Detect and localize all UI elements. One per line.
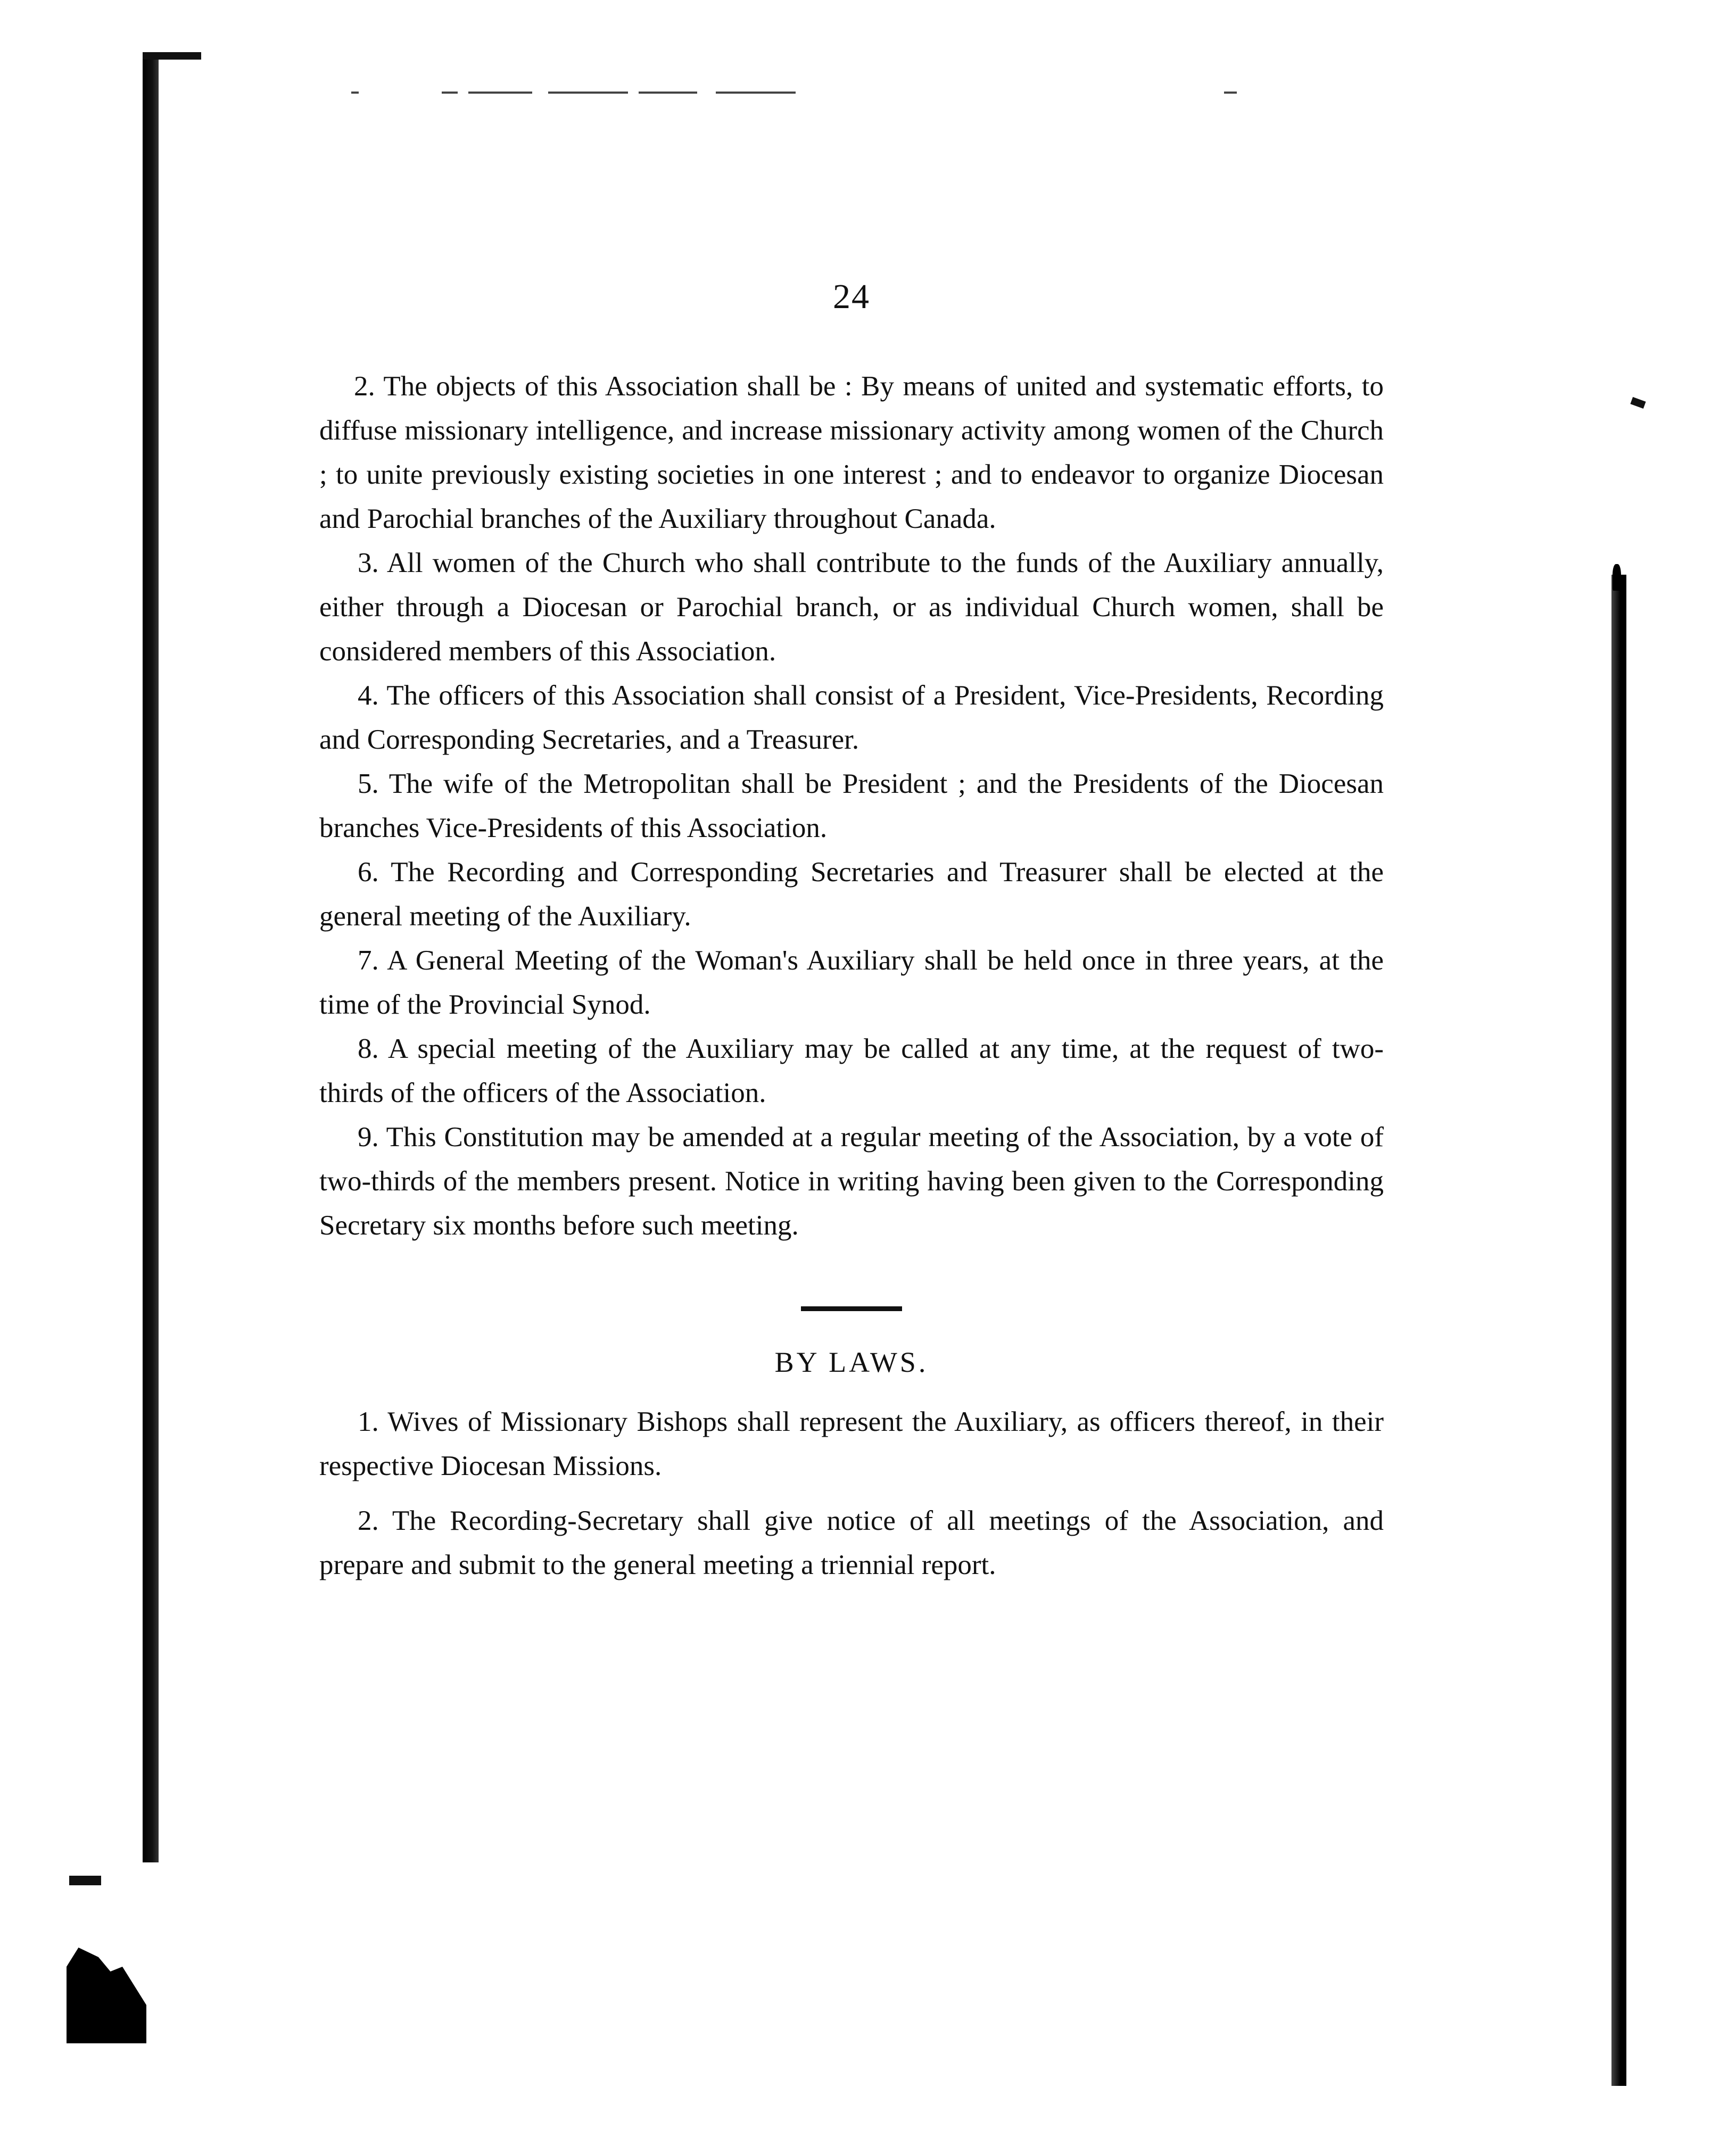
scan-edge-left <box>143 53 159 1862</box>
article-8: 8. A special meeting of the Auxiliary may be called at any time, at the request of two-thirds of the officers of the Association. <box>319 1033 1384 1108</box>
article-5: 5. The wife of the Metropolitan shall be President ; and the Presidents of the Diocesan branches Vice-Presidents of this Association. <box>319 768 1384 843</box>
article-2: 2. The objects of this Association shall be : By means of united and systematic efforts, to diffuse missionary intelligence, and increase missionary activity among women of the Church ; to unite previously existing societies in one interest ; and to endeavor to organize Diocesan and Parochial branches of the Auxiliary throughout Canada. <box>319 371 1384 534</box>
scan-mark-right <box>1613 564 1621 591</box>
document-body <box>319 364 1384 1598</box>
bylaw-1: 1. Wives of Missionary Bishops shall represent the Auxiliary, as officers thereof, in their respective Diocesan Missions. <box>319 1406 1384 1481</box>
page-number: 24 <box>833 277 870 316</box>
article-9: 9. This Constitution may be amended at a regular meeting of the Association, by a vote of two-thirds of the members present. Notice in writing having been given to the Corresponding Secretary six months before such meeting. <box>319 1122 1384 1241</box>
scan-dash <box>639 92 697 94</box>
scan-dash <box>716 92 796 94</box>
scan-dash <box>468 92 532 94</box>
bylaws-heading: BY LAWS. <box>774 1346 929 1378</box>
article-6: 6. The Recording and Corresponding Secretaries and Treasurer shall be elected at the general meeting of the Auxiliary. <box>319 857 1384 932</box>
scan-blot-left <box>67 1948 146 2043</box>
scan-mark-left <box>69 1876 101 1885</box>
scan-dash <box>548 92 628 94</box>
section-divider <box>801 1306 902 1311</box>
scan-dash <box>1224 92 1237 94</box>
article-3: 3. All women of the Church who shall contribute to the funds of the Auxiliary annually, either through a Diocesan or Parochial branch, or as individual Church women, shall be considered members of this Association. <box>319 548 1384 667</box>
scan-edge-left-top <box>143 52 201 60</box>
article-7: 7. A General Meeting of the Woman's Auxiliary shall be held once in three years, at the time of the Provincial Synod. <box>319 945 1384 1020</box>
bylaw-2: 2. The Recording-Secretary shall give notice of all meetings of the Association, and prepare and submit to the general meeting a triennial report. <box>319 1505 1384 1580</box>
scan-dash <box>351 92 359 94</box>
scan-speck-right <box>1630 397 1646 409</box>
scan-dash <box>442 92 458 94</box>
article-4: 4. The officers of this Association shall consist of a President, Vice-Presidents, Recording and Corresponding Secretaries, and a Treasurer. <box>319 680 1384 755</box>
scan-edge-right <box>1611 575 1626 2086</box>
